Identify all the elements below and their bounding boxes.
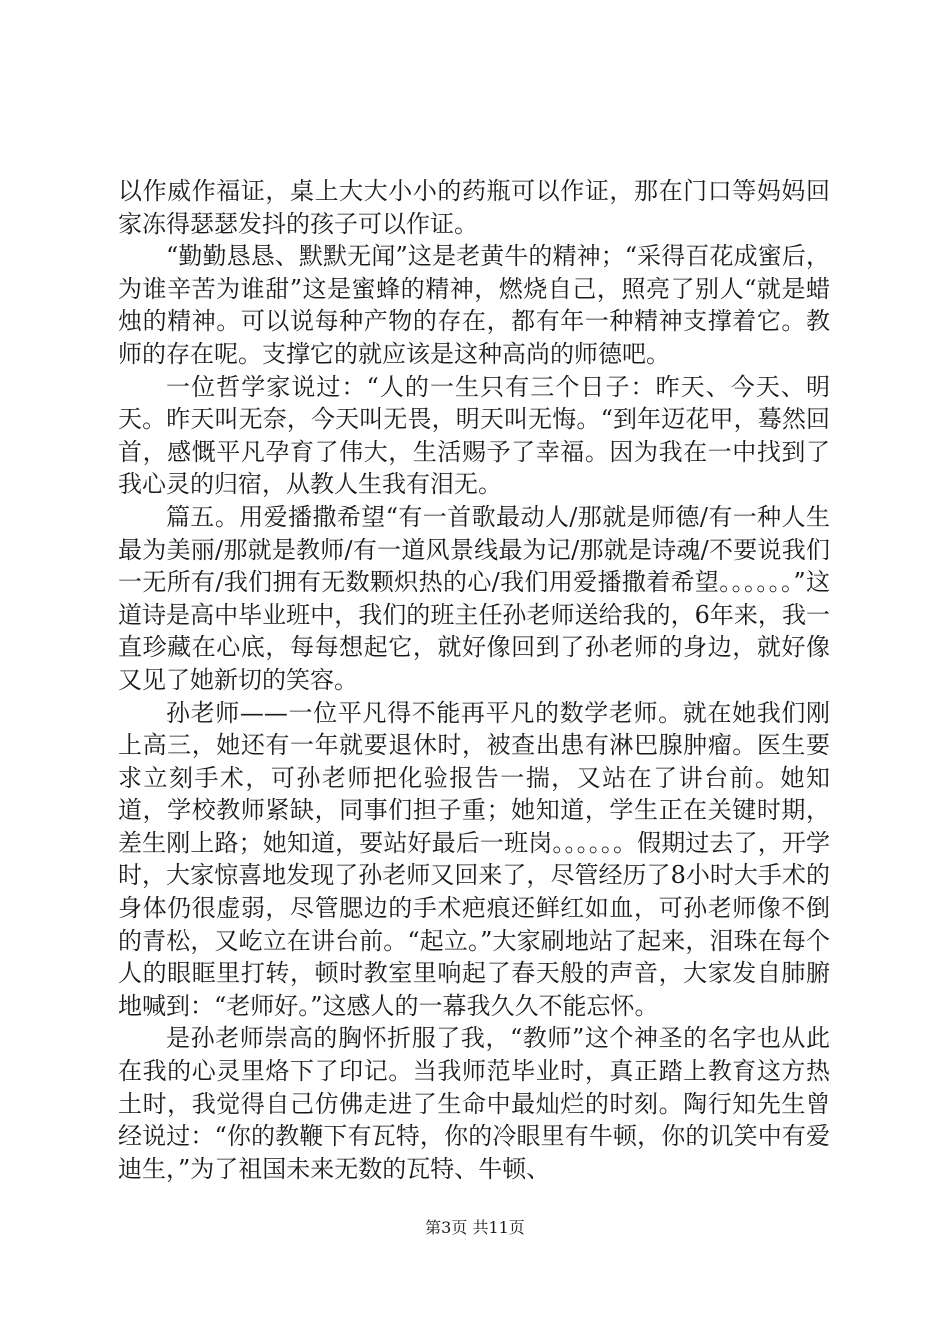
paragraph-4: 篇五。用爱播撒希望“有一首歌最动人/那就是师德/有一种人生最为美丽/那就是教师/有一道风景线最为记/那就是诗魂/不要说我们一无所有/我们拥有无数颗炽热的心/我们用爱播撒着希望。。。。。。”这道诗是高中毕业班中，我们的班主任孙老师送给我的，6年来，我一直珍藏在心底，每每想起它，就好像回到了孙老师的身边，就好像又见了她新切的笑容。	[118, 502, 830, 694]
paragraph-6: 是孙老师崇高的胸怀折服了我，“教师”这个神圣的名字也从此在我的心灵里烙下了印记。当我师范毕业时，真正踏上教育这方热土时，我觉得自己仿佛走进了生命中最灿烂的时刻。陶行知先生曾经说过：“你的教鞭下有瓦特，你的冷眼里有牛顿，你的讥笑中有爱迪生，”为了祖国未来无数的瓦特、牛顿、	[118, 1024, 830, 1183]
paragraph-5: 孙老师——一位平凡得不能再平凡的数学老师。就在她我们刚上高三，她还有一年就要退休时，被查出患有淋巴腺肿瘤。医生要求立刻手术，可孙老师把化验报告一揣，又站在了讲台前。她知道，学校教师紧缺，同事们担子重；她知道，学生正在关键时期，差生刚上路；她知道，要站好最后一班岗。。。。。。假期过去了，开学时，大家惊喜地发现了孙老师又回来了，尽管经历了8小时大手术的身体仍很虚弱，尽管腮边的手术疤痕还鲜红如血，可孙老师像不倒的青松，又屹立在讲台前。“起立。”大家刷地站了起来，泪珠在每个人的眼眶里打转，顿时教室里响起了春天般的声音，大家发自肺腑地喊到：“老师好。”这感人的一幕我久久不能忘怀。	[118, 698, 830, 1020]
page-number-label: 第3页 共11页	[425, 1218, 525, 1237]
page-footer	[0, 1215, 950, 1238]
paragraph-3: 一位哲学家说过：“人的一生只有三个日子：昨天、今天、明天。昨天叫无奈，今天叫无畏，明天叫无悔。“到年迈花甲，蓦然回首，感慨平凡孕育了伟大，生活赐予了幸福。因为我在一中找到了我心灵的归宿，从教人生我有泪无。	[118, 372, 830, 499]
document-body	[118, 175, 830, 1185]
paragraph-2: “勤勤恳恳、默默无闻”这是老黄牛的精神；“采得百花成蜜后，为谁辛苦为谁甜”这是蜜蜂的精神，燃烧自己，照亮了别人“就是蜡烛的精神。可以说每种产物的存在，都有年一种精神支撑着它。教师的存在呢。支撑它的就应该是这种高尚的师德吧。	[118, 242, 830, 368]
paragraph-1: 以作威作福证，桌上大大小小的药瓶可以作证，那在门口等妈妈回家冻得瑟瑟发抖的孩子可以作证。	[118, 177, 830, 238]
